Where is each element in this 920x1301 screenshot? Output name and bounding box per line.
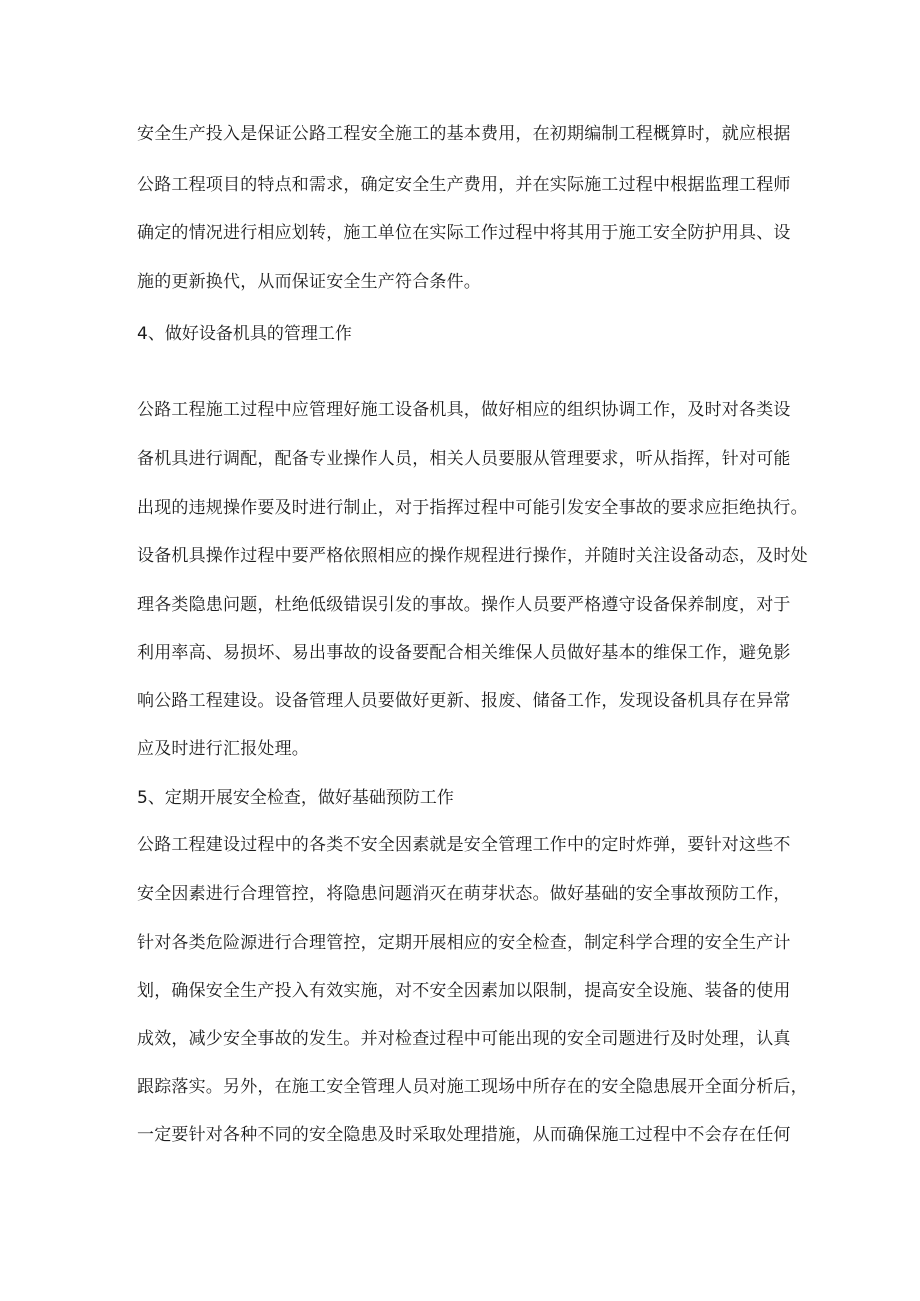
paragraph-3-line-2: 安全因素进行合理管控，将隐患问题消灭在萌芽状态。做好基础的安全事故预防工作， <box>137 884 791 904</box>
paragraph-3-line-7: 一定要针对各种不同的安全隐患及时采取处理措施，从而确保施工过程中不会存在任何 <box>137 1125 791 1145</box>
paragraph-2-line-1: 公路工程施工过程中应管理好施工设备机具，做好相应的组织协调工作，及时对各类设 <box>137 400 791 420</box>
paragraph-2-line-2: 备机具进行调配，配备专业操作人员，相关人员要服从管理要求，听从指挥，针对可能 <box>137 449 791 469</box>
paragraph-2-line-6: 利用率高、易损坏、易出事故的设备要配合相关维保人员做好基本的维保工作，避免影 <box>137 643 791 663</box>
paragraph-2-line-3: 出现的违规操作要及时进行制止，对于指挥过程中可能引发安全事故的要求应拒绝执行。 <box>137 498 808 518</box>
paragraph-2-line-8: 应及时进行汇报处理。 <box>137 739 309 759</box>
paragraph-1-line-3: 确定的情况进行相应划转，施工单位在实际工作过程中将其用于施工安全防护用具、设 <box>137 223 791 243</box>
section-heading-4: 4、做好设备机具的管理工作 <box>137 324 352 344</box>
section-heading-5: 5、定期开展安全检查，做好基础预防工作 <box>137 788 454 808</box>
paragraph-3-line-4: 划，确保安全生产投入有效实施，对不安全因素加以限制，提高安全设施、装备的使用 <box>137 981 791 1001</box>
paragraph-3-line-6: 跟踪落实。另外，在施工安全管理人员对施工现场中所存在的安全隐患展开全面分析后， <box>137 1077 808 1097</box>
paragraph-2-line-4: 设备机具操作过程中要严格依照相应的操作规程进行操作，并随时关注设备动态，及时处 <box>137 546 808 566</box>
paragraph-2-line-5: 理各类隐患问题，杜绝低级错误引发的事故。操作人员要严格遵守设备保养制度，对于 <box>137 595 791 615</box>
paragraph-3-line-3: 针对各类危险源进行合理管控，定期开展相应的安全检查，制定科学合理的安全生产计 <box>137 933 791 953</box>
paragraph-1-line-2: 公路工程项目的特点和需求，确定安全生产费用，并在实际施工过程中根据监理工程师 <box>137 175 791 195</box>
paragraph-3-line-5: 成效，减少安全事故的发生。并对检查过程中可能出现的安全司题进行及时处理，认真 <box>137 1029 791 1049</box>
paragraph-1-line-1: 安全生产投入是保证公路工程安全施工的基本费用，在初期编制工程概算时，就应根据 <box>137 124 791 144</box>
paragraph-2-line-7: 响公路工程建设。设备管理人员要做好更新、报废、储备工作，发现设备机具存在异常 <box>137 691 791 711</box>
paragraph-3-line-1: 公路工程建设过程中的各类不安全因素就是安全管理工作中的定时炸弹，要针对这些不 <box>137 835 791 855</box>
paragraph-1-line-4: 施的更新换代，从而保证安全生产符合条件。 <box>137 272 481 292</box>
